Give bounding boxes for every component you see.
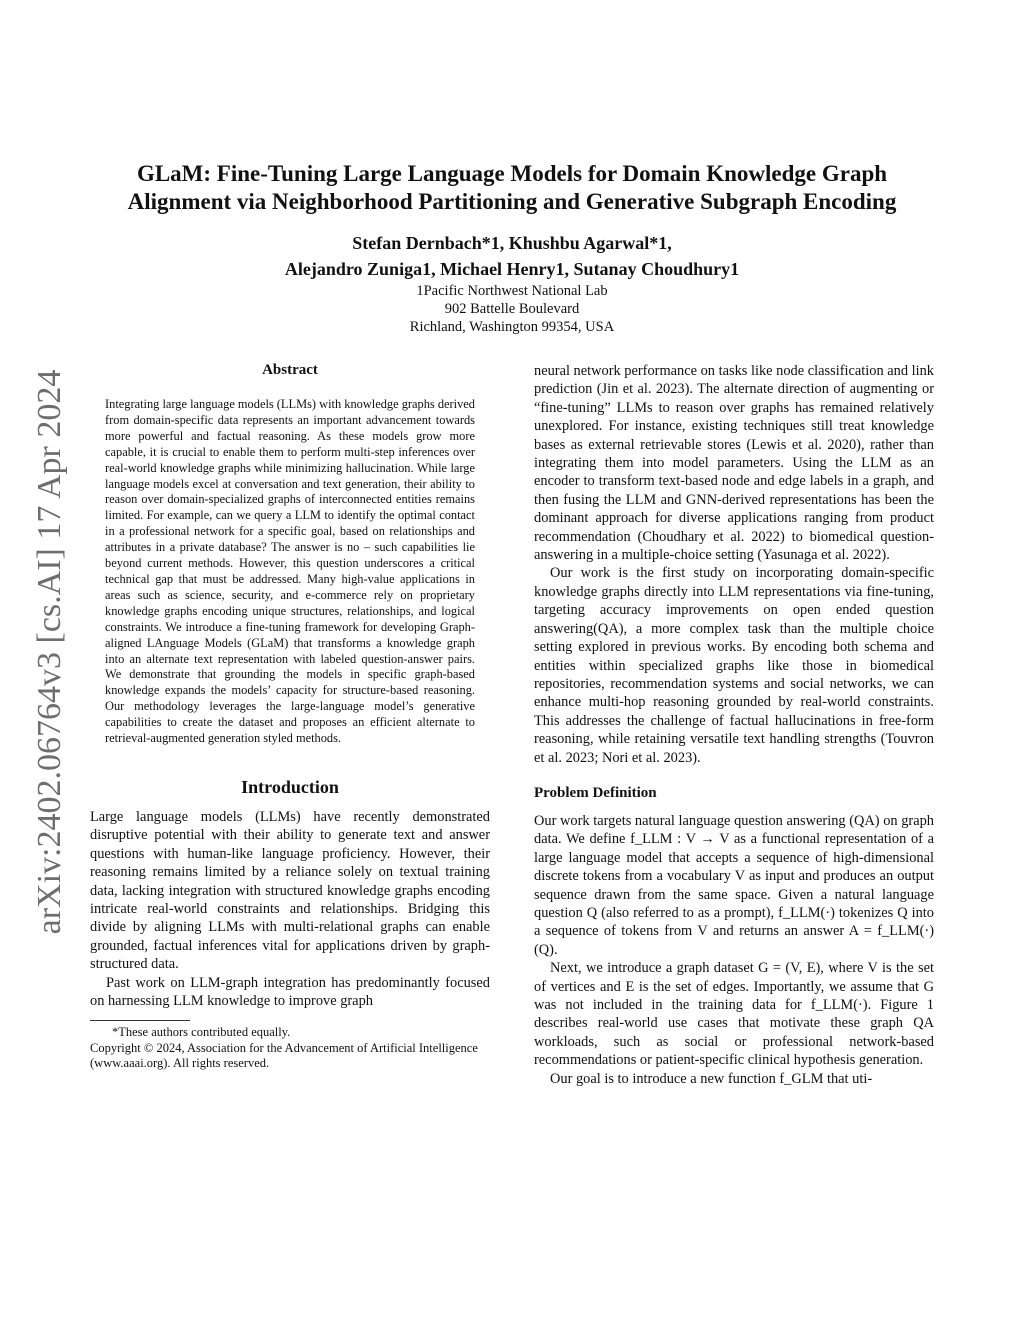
paragraph-goal: Our goal is to introduce a new function f_GLM that uti- — [550, 1070, 873, 1087]
intro-paragraph-1: Large language models (LLMs) have recently demonstrated disruptive potential with their ability to generate text and answer questions with human-like language proficiency. However, their reasoning remains limited by a reliance solely on textual training data, lacking integration with structured knowledge graphs encoding intricate real-world constraints and relationships. Bridging this divide by aligning LLMs with multi-relational graphs can enable grounded, factual inferences vital for applications driven by graph-structured data. — [90, 808, 490, 973]
author-list — [120, 230, 904, 282]
arxiv-stamp: arXiv:2402.06764v3 [cs.AI] 17 Apr 2024 — [31, 369, 68, 935]
introduction-heading: Introduction — [241, 776, 339, 797]
abstract-text: Integrating large language models (LLMs) with knowledge graphs derived from domain-specific data represents an important advancement towards more powerful and factual reasoning. As these models grow more capable, it is crucial to enable them to perform multi-step inferences over real-world knowledge graphs while minimizing hallucination. While large language models excel at conversation and text generation, their ability to reason over domain-specialized graphs of interconnected entities remains limited. For example, can we query a LLM to identify the optimal contact in a professional network for a specific goal, based on relationships and attributes in a private database? The answer is no – such capabilities lie beyond current methods. However, this question underscores a critical technical gap that must be addressed. Many high-value applications in areas such as science, security, and e-commerce rely on proprietary knowledge graphs encoding unique structures, relationships, and logical constraints. We introduce a fine-tuning framework for developing Graph-aligned LAnguage Models (GLaM) that transforms a knowledge graph into an alternate text representation with labeled question-answer pairs. We demonstrate that grounding the models in specific graph-based knowledge expands the models’ capacity for structure-based reasoning. Our methodology leverages the large-language model’s generative capabilities to create the dataset and proposes an efficient alternate to retrieval-augmented generation styled methods. — [105, 397, 476, 746]
affiliation-line-1: 1Pacific Northwest National Lab — [416, 283, 608, 299]
footnote-rule — [90, 1020, 190, 1021]
authors-line-2: Alejandro Zuniga1, Michael Henry1, Sutanay Choudhury1 — [284, 259, 740, 279]
problem-definition-heading: Problem Definition — [534, 784, 657, 801]
copyright-notice: Copyright © 2024, Association for the Advancement of Artificial Intelligence (www.aaai.org). All rights reserved. — [90, 1040, 478, 1071]
affiliation-line-3: Richland, Washington 99354, USA — [409, 319, 615, 335]
title-line-1: GLaM: Fine-Tuning Large Language Models for Domain Knowledge Graph — [136, 161, 888, 186]
paragraph-continued: neural network performance on tasks like node classification and link prediction (Jin et al. 2023). The alternate direction of augmenting or “fine-tuning” LLMs to reason over graphs has remained relatively unexplored. For instance, existing techniques still treat knowledge bases as external retrievable stores (Lewis et al. 2020), rather than integrating them into model parameters. Using the LLM as an encoder to transform text-based node and edge labels in a graph, and then fusing the LLM and GNN-derived representations has been the dominant approach for diverse applications ranging from product recommendation (Choudhary et al. 2022) to biomedical question-answering in a multiple-choice setting (Yasunaga et al. 2022). — [534, 363, 935, 564]
right-column — [534, 362, 934, 1088]
intro-paragraph-2: Past work on LLM-graph integration has predominantly focused on harnessing LLM knowledge to improve graph — [90, 974, 490, 1009]
affiliation — [200, 282, 824, 336]
abstract-heading: Abstract — [262, 362, 318, 378]
authors-line-1: Stefan Dernbach*1, Khushbu Agarwal*1, — [352, 233, 672, 253]
left-column — [90, 362, 490, 1072]
paragraph-graph-dataset: Next, we introduce a graph dataset G = (V, E), where V is the set of vertices and E is the set of edges. Importantly, we assume that G was not included in the training data for f_LLM(·). Figure 1 describes real-world use cases that motivate these graph QA workloads, such as social or professional network-based recommendations or patient-specific clinical hypothesis generation. — [534, 960, 934, 1069]
paper-title — [80, 160, 944, 216]
paragraph-our-work: Our work is the first study on incorporating domain-specific knowledge graphs directly into LLM representations via fine-tuning, targeting accuracy improvements on open ended question answering(QA), a more complex task than the multiple choice setting explored in previous works. By encoding both schema and entities within specialized graphs like those in biomedical repositories, recommendation systems and social networks, we can enhance multi-hop reasoning grounded by real-world constraints. This addresses the challenge of factual hallucinations in free-form reasoning, while retaining versatile text handling strengths (Touvron et al. 2023; Nori et al. 2023). — [534, 565, 934, 766]
paragraph-problem: Our work targets natural language question answering (QA) on graph data. We define f_LLM : V → V as a functional representation of a large language model that accepts a sequence of high-dimensional discrete tokens from a vocabulary V as input and produces an output sequence drawn from the same space. Given a natural language question Q (also referred to as a prompt), f_LLM(·) tokenizes Q into a sequence of tokens from V and returns an answer A = f_LLM(·)(Q). — [534, 812, 934, 958]
affiliation-line-2: 902 Battelle Boulevard — [444, 301, 580, 317]
footnote-equal-contribution: *These authors contributed equally. — [112, 1025, 291, 1040]
title-line-2: Alignment via Neighborhood Partitioning and Generative Subgraph Encoding — [127, 189, 897, 214]
